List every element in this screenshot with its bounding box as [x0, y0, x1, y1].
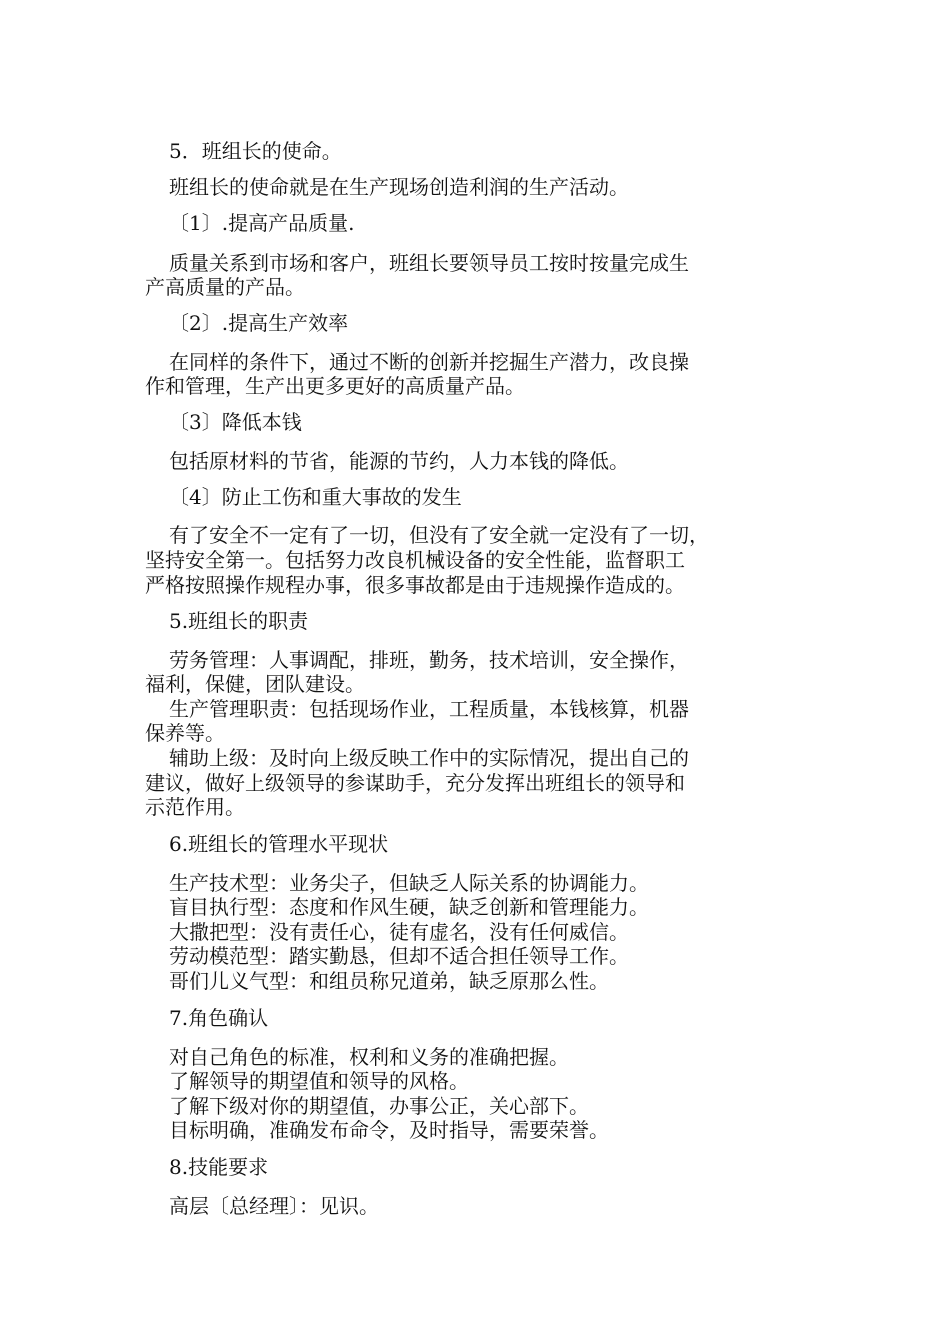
paragraph-line: 福利，保健，团队建设。 [145, 672, 365, 696]
paragraph-line: 劳务管理：人事调配，排班，勤务，技术培训，安全操作， [169, 648, 689, 672]
paragraph-line: 坚持安全第一。包括努力改良机械设备的安全性能，监督职工 [145, 548, 685, 572]
paragraph-line: 质量关系到市场和客户，班组长要领导员工按时按量完成生 [169, 251, 689, 275]
paragraph-line: 产高质量的产品。 [145, 275, 305, 299]
heading-duties: 5.班组长的职责 [169, 609, 309, 633]
paragraph-line: 包括原材料的节省，能源的节约，人力本钱的降低。 [169, 449, 629, 473]
subheading-cost: 〔3〕降低本钱 [169, 410, 302, 434]
paragraph-line: 作和管理，生产出更多更好的高质量产品。 [145, 374, 525, 398]
paragraph-line: 目标明确，准确发布命令，及时指导，需要荣誉。 [169, 1118, 609, 1142]
paragraph-line: 劳动模范型：踏实勤恳，但却不适合担任领导工作。 [169, 944, 629, 968]
paragraph-line: 保养等。 [145, 721, 225, 745]
paragraph-line: 严格按照操作规程办事，很多事故都是由于违规操作造成的。 [145, 573, 685, 597]
subheading-safety: 〔4〕防止工伤和重大事故的发生 [169, 485, 462, 509]
paragraph-line: 有了安全不一定有了一切，但没有了安全就一定没有了一切， [169, 523, 709, 547]
paragraph-line: 了解下级对你的期望值，办事公正，关心部下。 [169, 1094, 589, 1118]
paragraph-line: 哥们儿义气型：和组员称兄道弟，缺乏原那么性。 [169, 969, 609, 993]
subheading-efficiency: 〔2〕.提高生产效率 [169, 311, 349, 335]
heading-skills: 8.技能要求 [169, 1155, 269, 1179]
heading-role: 7.角色确认 [169, 1006, 269, 1030]
paragraph-line: 辅助上级：及时向上级反映工作中的实际情况，提出自己的 [169, 746, 689, 770]
paragraph-line: 建议，做好上级领导的参谋助手，充分发挥出班组长的领导和 [145, 771, 685, 795]
paragraph-line: 生产技术型：业务尖子，但缺乏人际关系的协调能力。 [169, 871, 649, 895]
paragraph-line: 大撒把型：没有责任心，徒有虚名，没有任何威信。 [169, 920, 629, 944]
paragraph-line: 班组长的使命就是在生产现场创造利润的生产活动。 [169, 175, 629, 199]
paragraph-line: 了解领导的期望值和领导的风格。 [169, 1069, 469, 1093]
paragraph-line: 生产管理职责：包括现场作业，工程质量，本钱核算，机器 [169, 697, 689, 721]
heading-management-status: 6.班组长的管理水平现状 [169, 832, 389, 856]
paragraph-line: 高层〔总经理〕：见识。 [169, 1194, 379, 1218]
paragraph-line: 盲目执行型：态度和作风生硬，缺乏创新和管理能力。 [169, 895, 649, 919]
subheading-quality: 〔1〕.提高产品质量. [169, 211, 355, 235]
heading-mission: 5．班组长的使命。 [169, 139, 342, 163]
paragraph-line: 对自己角色的标准，权利和义务的准确把握。 [169, 1045, 569, 1069]
paragraph-line: 在同样的条件下，通过不断的创新并挖掘生产潜力，改良操 [169, 350, 689, 374]
paragraph-line: 示范作用。 [145, 795, 245, 819]
